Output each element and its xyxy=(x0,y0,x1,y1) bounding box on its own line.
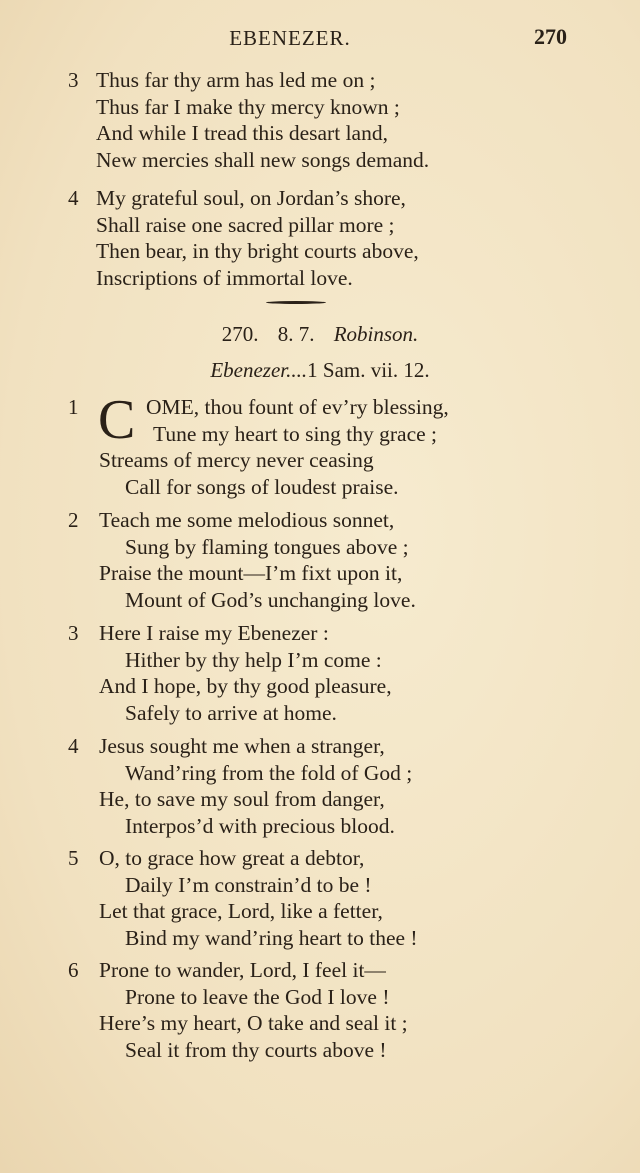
verse-line: Prone to wander, Lord, I feel it— xyxy=(99,958,386,982)
stanza-number: 6 xyxy=(68,958,79,982)
verse-line: Seal it from thy courts above ! xyxy=(125,1037,387,1062)
verse-line: Prone to leave the God I love ! xyxy=(125,984,390,1009)
verse-line: Here I raise my Ebenezer : xyxy=(99,621,329,645)
stanza-number: 4 xyxy=(68,734,79,758)
verse-line: Tune my heart to sing thy grace ; xyxy=(153,421,438,446)
verse-line: Mount of God’s unchanging love. xyxy=(125,587,416,612)
verse-line: New mercies shall new songs demand. xyxy=(96,147,430,172)
verse-line: He, to save my soul from danger, xyxy=(99,787,385,811)
verse-line: Praise the mount—I’m fixt upon it, xyxy=(99,561,403,585)
stanza-number: 1 xyxy=(68,395,79,419)
verse-line: Thus far thy arm has led me on ; xyxy=(96,68,376,92)
hymn-heading xyxy=(0,322,640,347)
verse-line: Thus far I make thy mercy known ; xyxy=(96,94,400,119)
verse-line: Teach me some melodious sonnet, xyxy=(99,508,395,532)
hymn-number: 270. xyxy=(221,322,259,346)
stanza-number: 4 xyxy=(68,186,79,210)
hymn-author: Robinson. xyxy=(333,322,419,346)
stanza-number: 3 xyxy=(68,68,79,92)
verse-line: O, to grace how great a debtor, xyxy=(99,846,365,870)
hymn-tune: Ebenezer.... xyxy=(210,358,308,382)
verse-line: Wand’ring from the fold of God ; xyxy=(125,760,413,785)
verse-line: Bind my wand’ring heart to thee ! xyxy=(125,925,418,950)
drop-cap: C xyxy=(98,389,136,451)
verse-line: My grateful soul, on Jordan’s shore, xyxy=(96,186,406,210)
verse-line: Then bear, in thy bright courts above, xyxy=(96,239,419,263)
stanza-number: 3 xyxy=(68,621,79,645)
verse-line: Shall raise one sacred pillar more ; xyxy=(96,212,395,237)
verse-line: And I hope, by thy good pleasure, xyxy=(99,674,392,698)
verse-line: Let that grace, Lord, like a fetter, xyxy=(99,899,383,923)
verse-line: Safely to arrive at home. xyxy=(125,700,337,725)
verse-line: OME, thou fount of ev’ry blessing, xyxy=(146,395,449,419)
verse-line: Call for songs of loudest praise. xyxy=(125,474,399,499)
hymn-subtitle xyxy=(0,358,640,383)
running-title: EBENEZER. xyxy=(229,26,351,50)
verse-line: And while I tread this desart land, xyxy=(96,121,388,145)
verse-line: Sung by flaming tongues above ; xyxy=(125,534,409,559)
stanza-number: 2 xyxy=(68,508,79,532)
verse-line: Inscriptions of immortal love. xyxy=(96,265,353,290)
section-divider xyxy=(266,301,326,304)
hymn-meter: 8. 7. xyxy=(277,322,315,346)
verse-line: Daily I’m constrain’d to be ! xyxy=(125,872,372,897)
stanza-number: 5 xyxy=(68,846,79,870)
scripture-reference: 1 Sam. vii. 12. xyxy=(307,358,430,382)
verse-line: Interpos’d with precious blood. xyxy=(125,813,395,838)
verse-line: Here’s my heart, O take and seal it ; xyxy=(99,1011,408,1035)
page-number: 270 xyxy=(534,24,567,49)
verse-line: Hither by thy help I’m come : xyxy=(125,647,382,672)
verse-line: Streams of mercy never ceasing xyxy=(99,448,374,472)
verse-line: Jesus sought me when a stranger, xyxy=(99,734,385,758)
